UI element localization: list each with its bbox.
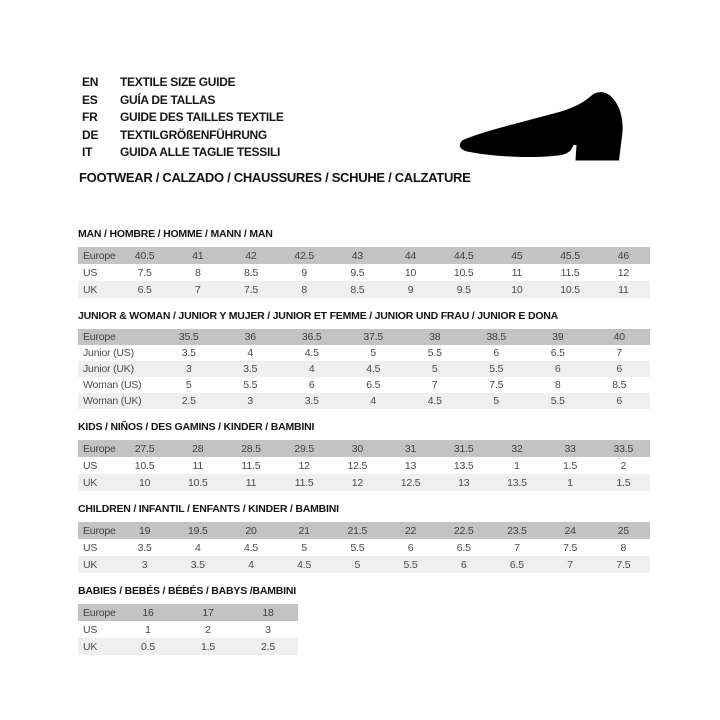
table-cell: 9.5 <box>456 283 471 296</box>
table-cell: 39 <box>552 331 564 343</box>
table-cell: 3 <box>265 623 271 636</box>
table-row <box>78 474 650 491</box>
row-label-cell: US <box>83 459 98 472</box>
table-cell: 8 <box>554 379 561 391</box>
table-cell: 10.5 <box>560 283 580 296</box>
table-cell: 6.5 <box>366 379 381 391</box>
language-row <box>82 144 284 162</box>
table-cell: 22.5 <box>453 524 474 537</box>
table-cell: 42 <box>245 249 257 262</box>
table-cell: 13 <box>404 459 417 472</box>
table-cell: 4 <box>370 395 377 407</box>
table-cell: 8.5 <box>612 379 627 391</box>
table-cell: 29.5 <box>294 442 314 455</box>
table-cell: 4 <box>248 558 254 571</box>
row-label-cell: Europe <box>83 606 116 619</box>
row-label-cell: Woman (UK) <box>83 395 142 407</box>
table-cell: 7 <box>514 541 520 554</box>
table-cell: 33 <box>564 442 576 455</box>
table-cell: 13.5 <box>453 459 474 472</box>
size-table-children <box>78 522 650 573</box>
language-code: FR <box>82 110 98 124</box>
table-row <box>78 345 650 361</box>
row-label-cell: Europe <box>83 249 116 262</box>
table-cell: 6 <box>407 541 414 554</box>
table-cell: 7 <box>567 558 573 571</box>
size-table-section-children <box>78 503 650 573</box>
row-label-cell: Woman (US) <box>83 379 142 391</box>
table-row <box>78 264 650 281</box>
table-cell: 27.5 <box>134 442 155 455</box>
table-cell: 2.5 <box>181 395 196 407</box>
table-cell: 19 <box>138 524 151 537</box>
table-cell: 1.5 <box>563 459 578 472</box>
table-cell: 8.5 <box>350 283 365 296</box>
table-cell: 42.5 <box>294 249 314 262</box>
language-row <box>82 74 284 92</box>
table-cell: 9 <box>301 266 307 279</box>
table-cell: 5.5 <box>350 541 365 554</box>
language-title-list <box>82 74 284 162</box>
table-cell: 12.5 <box>400 476 421 489</box>
row-label-cell: US <box>83 541 98 554</box>
table-cell: 3.5 <box>304 395 319 407</box>
table-cell: 35.5 <box>178 331 199 343</box>
table-cell: 5 <box>431 363 438 375</box>
table-header-row <box>78 440 650 457</box>
row-label-cell: US <box>83 266 98 279</box>
size-table-section-babies <box>78 585 650 655</box>
table-cell: 9 <box>407 283 414 296</box>
table-cell: 6 <box>554 363 561 375</box>
table-cell: 5 <box>493 395 500 407</box>
table-cell: 3 <box>247 395 254 407</box>
size-table-babies <box>78 604 298 655</box>
table-row <box>78 556 650 573</box>
table-cell: 44.5 <box>453 249 474 262</box>
table-cell: 5.5 <box>243 379 258 391</box>
section-title: JUNIOR & WOMAN / JUNIOR Y MUJER / JUNIOR ET FEMME / JUNIOR UND FRAU / JUNIOR E DONA <box>78 310 559 322</box>
table-cell: 20 <box>245 524 257 537</box>
table-cell: 8 <box>301 283 307 296</box>
language-row <box>82 92 284 110</box>
table-cell: 38 <box>429 331 441 343</box>
table-cell: 10 <box>511 283 523 296</box>
table-cell: 40 <box>613 331 625 343</box>
table-cell: 12 <box>298 459 310 472</box>
table-cell: 8.5 <box>243 266 258 279</box>
table-row <box>78 393 650 409</box>
table-header-row <box>78 604 298 621</box>
language-row <box>82 127 284 145</box>
size-table-kids <box>78 440 650 491</box>
table-cell: 10 <box>138 476 151 489</box>
row-label-cell: Junior (US) <box>83 347 134 359</box>
table-cell: 6.5 <box>456 541 471 554</box>
table-cell: 46 <box>617 249 629 262</box>
table-cell: 13 <box>458 476 470 489</box>
table-cell: 8 <box>194 266 201 279</box>
table-cell: 6 <box>493 347 500 359</box>
table-cell: 4.5 <box>297 558 312 571</box>
table-cell: 32 <box>511 442 523 455</box>
section-title: MAN / HOMBRE / HOMME / MANN / MAN <box>78 228 273 240</box>
row-label-cell: UK <box>83 283 98 296</box>
shoe-silhouette-path <box>460 92 623 160</box>
table-cell: 45 <box>511 249 523 262</box>
language-code: ES <box>82 92 98 107</box>
row-label-cell: Europe <box>83 442 116 455</box>
table-cell: 5.5 <box>427 347 442 359</box>
table-cell: 1 <box>145 623 151 636</box>
table-row <box>78 457 650 474</box>
table-cell: 3 <box>185 363 192 375</box>
table-cell: 40.5 <box>134 249 155 262</box>
table-cell: 6.5 <box>509 558 524 571</box>
table-cell: 12 <box>617 266 629 279</box>
table-cell: 11.5 <box>294 476 314 489</box>
table-cell: 11.5 <box>241 459 261 472</box>
table-cell: 37.5 <box>363 331 384 343</box>
language-code: EN <box>82 75 99 89</box>
language-code: DE <box>82 127 99 142</box>
guide-title-en: TEXTILE SIZE GUIDE <box>120 75 236 89</box>
table-cell: 19.5 <box>187 524 208 537</box>
table-cell: 3.5 <box>137 541 152 554</box>
table-cell: 5.5 <box>403 558 418 571</box>
table-cell: 8 <box>620 541 627 554</box>
table-cell: 2.5 <box>261 640 275 653</box>
guide-title-fr: GUIDE DES TAILLES TEXTILE <box>120 110 284 124</box>
table-cell: 21.5 <box>347 524 368 537</box>
row-label-cell: UK <box>83 558 98 571</box>
table-cell: 10.5 <box>134 459 155 472</box>
table-cell: 11.5 <box>560 266 580 279</box>
table-cell: 5 <box>370 347 377 359</box>
size-table-man <box>78 247 650 298</box>
table-cell: 4.5 <box>427 395 442 407</box>
table-cell: 13.5 <box>507 476 527 489</box>
table-cell: 1 <box>567 476 573 489</box>
table-row <box>78 377 650 393</box>
row-label-cell: US <box>83 623 98 636</box>
table-cell: 1.5 <box>201 640 215 653</box>
row-label-cell: Europe <box>83 524 116 537</box>
table-cell: 25 <box>617 524 629 537</box>
table-cell: 24 <box>564 524 576 537</box>
guide-title-es: GUÍA DE TALLAS <box>120 92 216 107</box>
table-cell: 7.5 <box>563 541 578 554</box>
row-label-cell: UK <box>83 476 98 489</box>
table-row <box>78 281 650 298</box>
table-cell: 5 <box>354 558 361 571</box>
table-cell: 30 <box>351 442 363 455</box>
table-cell: 11 <box>192 459 204 472</box>
size-table-section-kids <box>78 421 650 491</box>
table-cell: 7.5 <box>243 283 258 296</box>
table-cell: 1.5 <box>616 476 631 489</box>
table-cell: 7 <box>194 283 201 296</box>
table-cell: 43 <box>351 249 363 262</box>
table-cell: 7 <box>431 379 438 391</box>
language-code: IT <box>82 145 93 159</box>
table-cell: 36.5 <box>301 331 322 343</box>
table-cell: 4.5 <box>304 347 319 359</box>
language-row <box>82 109 284 127</box>
table-cell: 45.5 <box>560 249 580 262</box>
table-cell: 10.5 <box>453 266 474 279</box>
table-cell: 3.5 <box>243 363 258 375</box>
section-title: KIDS / NIÑOS / DES GAMINS / KINDER / BAMBINI <box>78 421 315 433</box>
table-cell: 9.5 <box>350 266 365 279</box>
table-cell: 5 <box>301 541 307 554</box>
table-cell: 18 <box>262 606 274 619</box>
table-cell: 23.5 <box>507 524 527 537</box>
table-cell: 2 <box>205 623 211 636</box>
table-cell: 5 <box>185 379 192 391</box>
table-cell: 17 <box>202 606 214 619</box>
table-cell: 3.5 <box>190 558 205 571</box>
table-cell: 2 <box>620 459 627 472</box>
table-cell: 4 <box>247 347 254 359</box>
table-row <box>78 621 298 638</box>
table-header-row <box>78 329 650 345</box>
guide-title-de: TEXTILGRÖßENFÜHRUNG <box>120 127 267 142</box>
table-cell: 7 <box>616 347 623 359</box>
table-cell: 33.5 <box>613 442 634 455</box>
table-cell: 12 <box>351 476 363 489</box>
size-table-section-man <box>78 228 650 298</box>
table-cell: 4 <box>308 363 315 375</box>
table-cell: 36 <box>244 331 256 343</box>
table-cell: 3 <box>141 558 148 571</box>
category-heading: FOOTWEAR / CALZADO / CHAUSSURES / SCHUHE / CALZATURE <box>79 170 471 185</box>
size-table-section-junior-woman <box>78 310 650 409</box>
table-cell: 28 <box>192 442 204 455</box>
table-cell: 0.5 <box>141 640 155 653</box>
table-row <box>78 638 298 655</box>
row-label-cell: UK <box>83 640 98 653</box>
section-title: BABIES / BEBÉS / BÉBÉS / BABYS /BAMBINI <box>78 585 296 597</box>
table-header-row <box>78 522 650 539</box>
table-header-row <box>78 247 650 264</box>
size-tables <box>78 228 650 667</box>
row-label-cell: Junior (UK) <box>83 363 134 375</box>
table-cell: 10.5 <box>187 476 208 489</box>
guide-title-it: GUIDA ALLE TAGLIE TESSILI <box>120 145 281 159</box>
table-cell: 11 <box>245 476 257 489</box>
table-cell: 6 <box>460 558 467 571</box>
table-cell: 12.5 <box>347 459 368 472</box>
shoe-icon <box>455 83 651 167</box>
table-cell: 6.5 <box>550 347 565 359</box>
table-cell: 4 <box>194 541 201 554</box>
table-cell: 5.5 <box>489 363 504 375</box>
section-title: CHILDREN / INFANTIL / ENFANTS / KINDER / BAMBINI <box>78 503 339 515</box>
table-cell: 41 <box>192 249 204 262</box>
table-cell: 6 <box>308 379 315 391</box>
table-cell: 6 <box>616 395 623 407</box>
size-table-junior-woman <box>78 329 650 409</box>
table-row <box>78 361 650 377</box>
table-cell: 7.5 <box>137 266 152 279</box>
table-cell: 10 <box>404 266 417 279</box>
table-cell: 21 <box>298 524 310 537</box>
table-cell: 7.5 <box>489 379 504 391</box>
table-cell: 44 <box>404 249 417 262</box>
table-cell: 4.5 <box>243 541 258 554</box>
table-cell: 11 <box>618 283 629 296</box>
table-cell: 4.5 <box>366 363 381 375</box>
table-cell: 11 <box>511 266 523 279</box>
table-cell: 31 <box>404 442 417 455</box>
table-cell: 7.5 <box>616 558 631 571</box>
table-cell: 6 <box>616 363 623 375</box>
table-cell: 38.5 <box>486 331 507 343</box>
row-label-cell: Europe <box>83 331 116 343</box>
table-row <box>78 539 650 556</box>
table-cell: 5.5 <box>550 395 565 407</box>
table-cell: 3.5 <box>181 347 196 359</box>
table-cell: 1 <box>514 459 520 472</box>
table-cell: 16 <box>142 606 154 619</box>
table-cell: 28.5 <box>241 442 261 455</box>
table-cell: 31.5 <box>453 442 474 455</box>
table-cell: 22 <box>404 524 417 537</box>
table-cell: 6.5 <box>137 283 152 296</box>
